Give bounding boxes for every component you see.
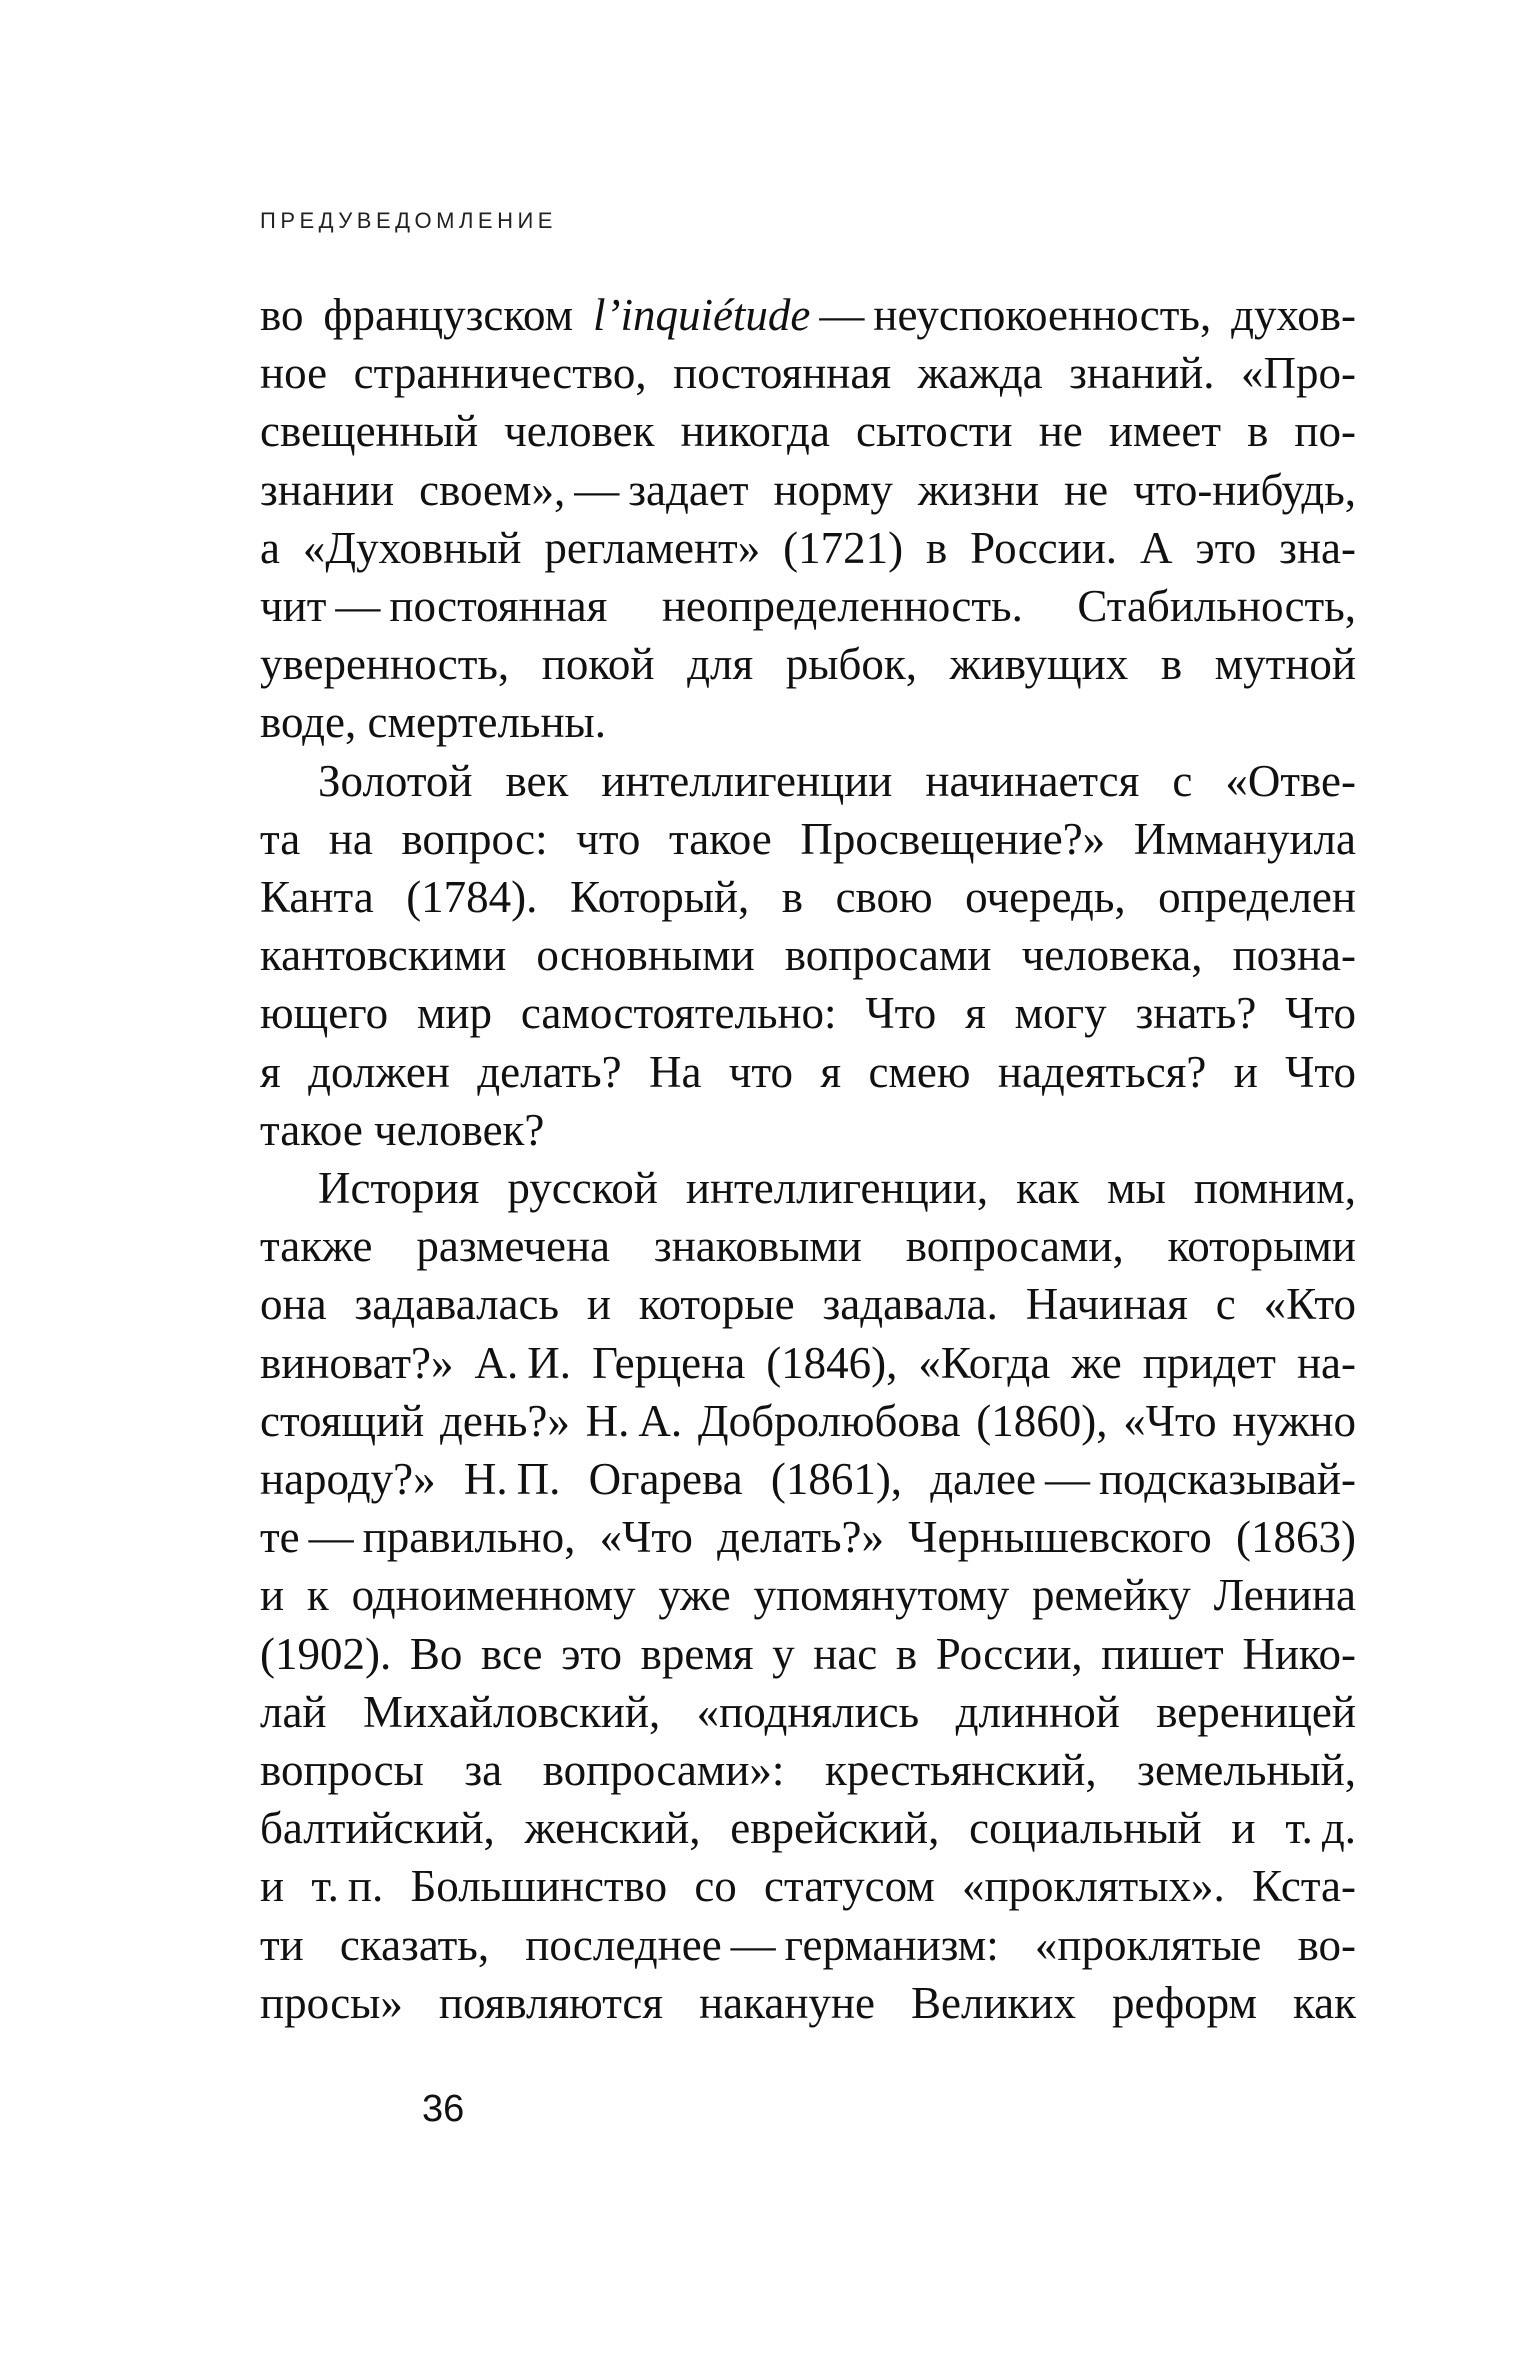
text-line: уверенность, покой для рыбок, живущих в мутной [260, 639, 1356, 690]
text-line: и т. п. Большинство со статусом «проклятых». Кста- [260, 1861, 1356, 1912]
text-line: знании своем», — задает норму жизни не что-нибудь, [260, 464, 1356, 515]
italic-term: l’inquiétude [592, 290, 811, 340]
text-line: ти сказать, последнее — германизм: «проклятые во- [260, 1919, 1356, 1970]
text-line: ющего мир самостоятельно: Что я могу знать? Что [260, 988, 1356, 1039]
page-number: 36 [422, 2088, 465, 2130]
text-line: такое человек? [260, 1104, 545, 1155]
text-line: стоящий день?» Н. А. Добролюбова (1860), «Что нужно [260, 1395, 1356, 1446]
text-line: а «Духовный регламент» (1721) в России. А это зна- [260, 522, 1356, 573]
text-line: Золотой век интеллигенции начинается с «Отве- [318, 755, 1356, 806]
text-line: балтийский, женский, еврейский, социальный и т. д. [260, 1803, 1356, 1854]
text-line: и к одноименному уже упомянутому ремейку Ленина [260, 1570, 1356, 1621]
body-text [260, 286, 1356, 2032]
text-line: она задавалась и которые задавала. Начиная с «Кто [260, 1279, 1356, 1330]
text-line: История русской интеллигенции, как мы помним, [318, 1163, 1356, 1214]
text-line: я должен делать? На что я смею надеяться? и Что [260, 1046, 1356, 1097]
text-line: народу?» Н. П. Огарева (1861), далее — подсказывай- [260, 1454, 1356, 1505]
text-line: те — правильно, «Что делать?» Чернышевского (1863) [260, 1512, 1356, 1563]
text-line: ное странничество, постоянная жажда знаний. «Про- [260, 348, 1356, 399]
text-line: та на вопрос: что такое Просвещение?» Иммануила [260, 813, 1356, 864]
text-line [260, 286, 1356, 344]
text-line: также размечена знаковыми вопросами, которыми [260, 1221, 1356, 1272]
text-line: (1902). Во все это время у нас в России, пишет Нико- [260, 1628, 1356, 1679]
text-line: Канта (1784). Который, в свою очередь, определен [260, 872, 1356, 923]
running-head: ПРЕДУВЕДОМЛЕНИЕ [260, 208, 557, 233]
text-line: кантовскими основными вопросами человека, позна- [260, 930, 1356, 981]
text-span: во французском [260, 290, 593, 340]
text-line: лай Михайловский, «поднялись длинной вереницей [260, 1686, 1356, 1737]
text-line: просы» появляются накануне Великих реформ как [260, 1977, 1356, 2028]
text-line: воде, смертельны. [260, 697, 607, 748]
text-span: — неуспокоенность, духов- [810, 290, 1357, 340]
text-line: чит — постоянная неопределенность. Стабильность, [260, 581, 1356, 632]
text-line: вопросы за вопросами»: крестьянский, земельный, [260, 1745, 1356, 1796]
text-line: виноват?» А. И. Герцена (1846), «Когда же придет на- [260, 1337, 1356, 1388]
text-line: свещенный человек никогда сытости не имеет в по- [260, 406, 1356, 457]
